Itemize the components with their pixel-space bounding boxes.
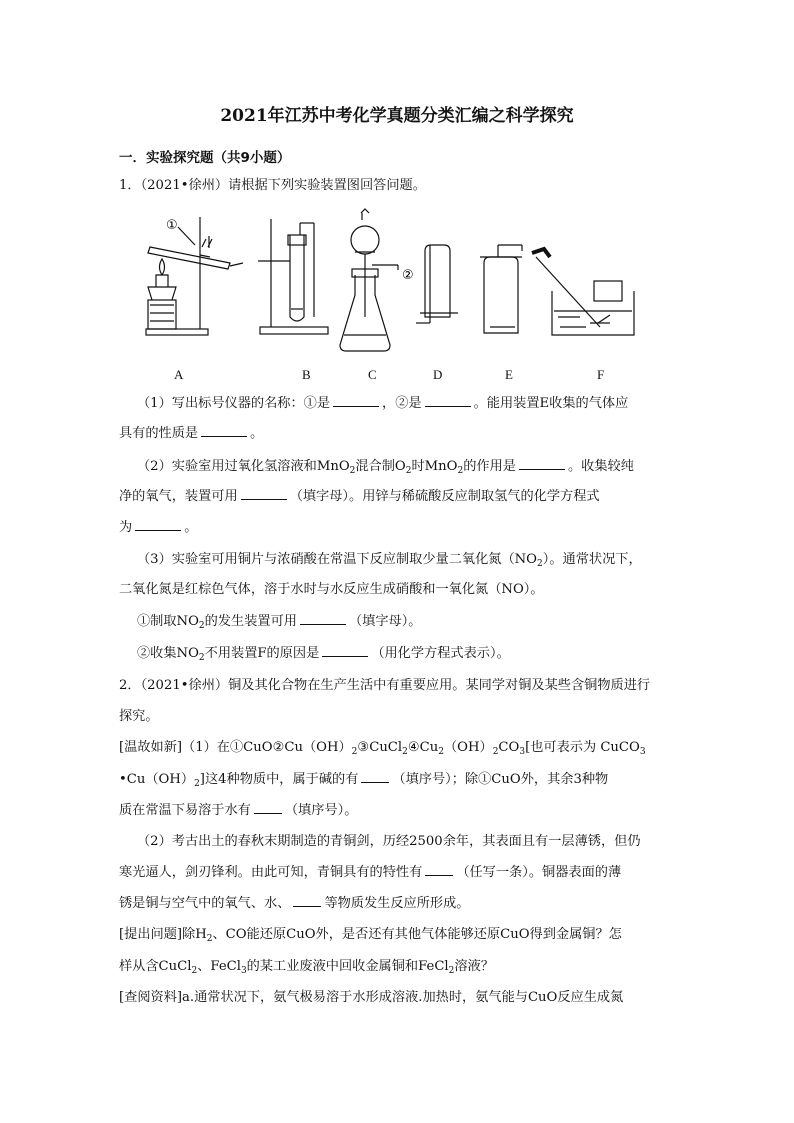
marker-2: ② [402,268,414,283]
apparatus-c [340,209,398,351]
q2-review-line2: $•Cu(OH)_2$]这4种物质中，属于碱的有 （填序号）；除①CuO外，其余3种物 [119,772,609,789]
q2-review-line5: 寒光逼人，剑刃锋利。由此可知，青铜具有的特性有 （任写一条）。铜器表面的薄 [119,865,622,880]
section-heading: 一．实验探究题（共9小题） [119,150,291,166]
apparatus-b [258,219,328,334]
label-b: B [302,367,311,382]
q2-review-line1: [温故如新]（1）在$①CuO②Cu(OH)_2③CuCl_2④Cu_2(OH)_2CO_3$[也可表示为 CuCO$_3$ [119,740,646,757]
label-f: F [597,367,605,382]
apparatus-f [532,249,634,335]
label-d: D [433,367,443,382]
q2-materials-line1: [查阅资料]a.通常状况下，氨气极易溶于水形成溶液.加热时，氨气能与CuO反应生成氮 [119,990,624,1005]
apparatus-e [480,245,522,333]
q1-part1-line1: （1）写出标号仪器的名称：①是 ，②是 。能用装置E收集的气体应 [137,396,629,411]
q1-part3-line1: （3）实验室可用铜片与浓硝酸在常温下反应制取少量二氧化氮$(NO_2)$。通常状况下， [137,552,642,569]
q2-question-line2: 样从含CuCl$_2$、FeCl$_3$的某工业废液中回收金属铜和FeCl$_2$溶液？ [119,959,494,976]
q1-part1-line2: 具有的性质是 。 [119,426,264,441]
label-c: C [368,367,377,382]
q1-part2-line3: 为 。 [119,520,198,535]
q2-stem-line2: 探究。 [119,709,159,724]
q2-question-line1: [提出问题]除$H_2$、CO能还原CuO外，是否还有其他气体能够还原CuO得到金属铜？怎 [119,927,622,944]
apparatus-d [416,245,458,323]
q2-stem-line1: 2．（2021•徐州）铜及其化合物在生产生活中有重要应用。某同学对铜及某些含铜物质进行 [119,678,651,693]
q1-part3-line4: ②收集$NO_2$不用装置F的原因是 （用化学方程式表示）。 [137,646,510,663]
q2-review-line4: （2）考古出土的春秋末期制造的青铜剑，历经2500余年，其表面且有一层薄锈，但仍 [137,834,641,849]
marker-1: ① [166,218,178,233]
q1-part2-line1: （2）实验室用过氧化氢溶液和MnO$_2$混合制$O_2$时MnO$_2$的作用是 。收集较纯 [137,459,634,476]
label-e: E [505,367,513,382]
label-a: A [174,367,184,382]
q1-part3-line2: 二氧化氮是红棕色气体，溶于水时与水反应生成硝酸和一氧化氮（NO）。 [119,582,544,597]
apparatus-figure [140,205,660,385]
apparatus-a [146,217,243,335]
q1-stem: 1．（2021•徐州）请根据下列实验装置图回答问题。 [119,178,426,193]
q2-review-line6: 锈是铜与空气中的氧气、水、 等物质发生反应所形成。 [119,896,470,911]
q2-review-line3: 质在常温下易溶于水有 （填序号）。 [119,803,358,818]
q1-part3-line3: ①制取$NO_2$的发生装置可用 （填字母）。 [137,614,422,631]
q1-part2-line2: 净的氧气，装置可用 （填字母）。用锌与稀硫酸反应制取氢气的化学方程式 [119,489,600,504]
page-title: 2021年江苏中考化学真题分类汇编之科学探究 [220,106,574,126]
